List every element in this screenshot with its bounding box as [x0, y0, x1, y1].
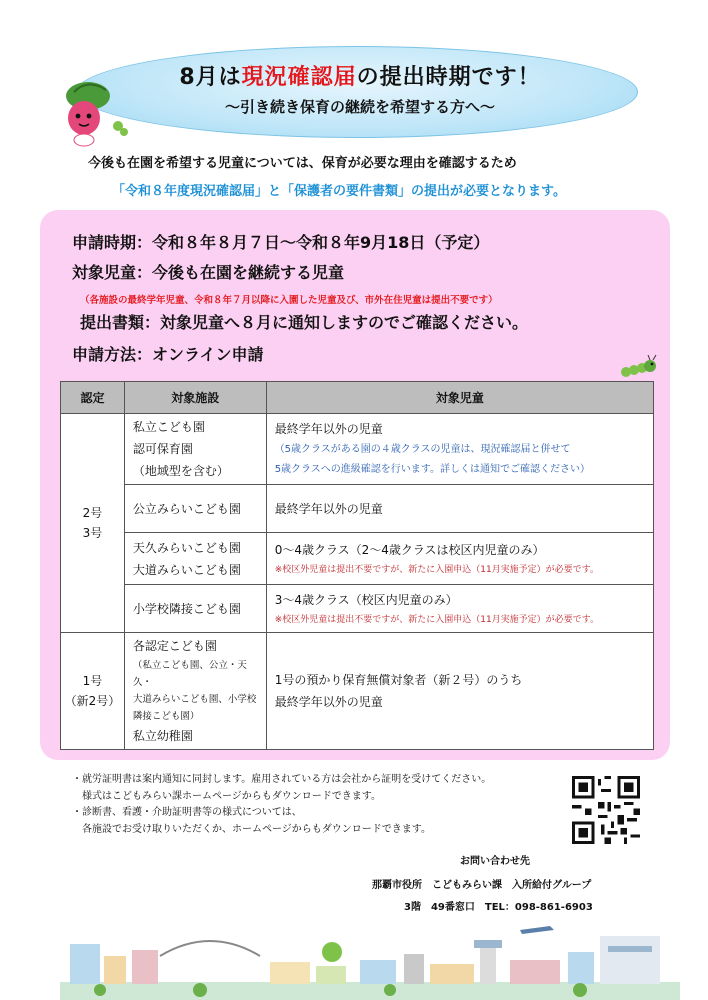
- children-cell: 最終学年以外の児童 （5歳クラスがある園の４歳クラスの児童は、現況確認届と併せて 5歳クラスへの進級確認を行います。詳しくは通知でご確認ください）: [266, 414, 653, 485]
- table-row: [61, 485, 654, 533]
- application-method: 申請方法：オンライン申請: [72, 345, 264, 364]
- page-title: 8月は現況確認届の提出時期です！: [179, 65, 541, 90]
- note-line: 各施設でお受け取りいただくか、ホームページからもダウンロードできます。: [72, 823, 431, 835]
- certification-cell: 2号 3号: [61, 414, 125, 633]
- submission-documents: 提出書類：対象児童へ８月に通知しますのでご確認ください。: [80, 313, 529, 332]
- children-cell: 最終学年以外の児童: [266, 485, 653, 533]
- contact-address: 3階 49番窓口 TEL：098-861-6903: [404, 902, 593, 913]
- children-cell: 0～4歳クラス（2～4歳クラスは校区内児童のみ） ※校区外児童は提出不要ですが、新たに入園申込（11月実施予定）が必要です。: [266, 533, 653, 585]
- header-facility: 対象施設: [124, 382, 266, 414]
- eligibility-table: [60, 381, 654, 750]
- table-header-row: [61, 382, 654, 414]
- header-children: 対象児童: [266, 382, 653, 414]
- intro-text: 今後も在園を希望する児童については、保育が必要な理由を確認するため: [88, 156, 517, 171]
- children-cell: 1号の預かり保育無償対象者（新２号）のうち 最終学年以外の児童: [266, 633, 653, 750]
- caterpillar-icon: [618, 354, 662, 380]
- target-children: 対象児童：今後も在園を継続する児童: [72, 263, 345, 282]
- notes-section: [72, 772, 552, 838]
- table-row: [61, 633, 654, 750]
- qr-code-icon[interactable]: [572, 776, 640, 844]
- exemption-note: （各施設の最終学年児童、令和８年７月以降に入園した児童及び、市外在住児童は提出不要です）: [80, 295, 498, 306]
- city-skyline-illustration: [60, 916, 680, 1000]
- table-row: [61, 585, 654, 633]
- contact-office: 那覇市役所 こどもみらい課 入所給付グループ: [372, 880, 592, 891]
- children-cell: 3～4歳クラス（校区内児童のみ） ※校区外児童は提出不要ですが、新たに入園申込（11月実施予定）が必要です。: [266, 585, 653, 633]
- page-subtitle: ～引き続き保育の継続を希望する方へ～: [224, 98, 495, 116]
- mascot-character-icon: [54, 74, 134, 154]
- facility-cell: 公立みらいこども園: [124, 485, 266, 533]
- facility-cell: 小学校隣接こども園: [124, 585, 266, 633]
- table-row: [61, 533, 654, 585]
- note-line: ・診断書、看護・介助証明書等の様式については、: [72, 807, 302, 818]
- facility-cell: 各認定こども園 （私立こども園、公立・天久・ 大道みらいこども園、小学校 隣接こども園） 私立幼稚園: [124, 633, 266, 750]
- note-line: ・就労証明書は案内通知に同封します。雇用されている方は会社から証明を受けてください。: [72, 774, 492, 785]
- facility-cell: 私立こども園 認可保育園 （地域型を含む）: [124, 414, 266, 485]
- table-row: [61, 414, 654, 485]
- header-certification: 認定: [61, 382, 125, 414]
- facility-cell: 天久みらいこども園 大道みらいこども園: [124, 533, 266, 585]
- title-highlight: 現況確認届: [241, 65, 357, 90]
- intro-highlight-text: 「令和８年度現況確認届」と「保護者の要件書類」の提出が必要となります。: [112, 184, 566, 199]
- note-line: 様式はこどもみらい課ホームページからもダウンロードできます。: [72, 790, 381, 802]
- application-period: 申請時期：令和８年８月７日～令和８年9月18日（予定）: [72, 233, 490, 252]
- certification-cell: 1号 （新2号）: [61, 633, 125, 750]
- contact-heading: お問い合わせ先: [460, 856, 530, 867]
